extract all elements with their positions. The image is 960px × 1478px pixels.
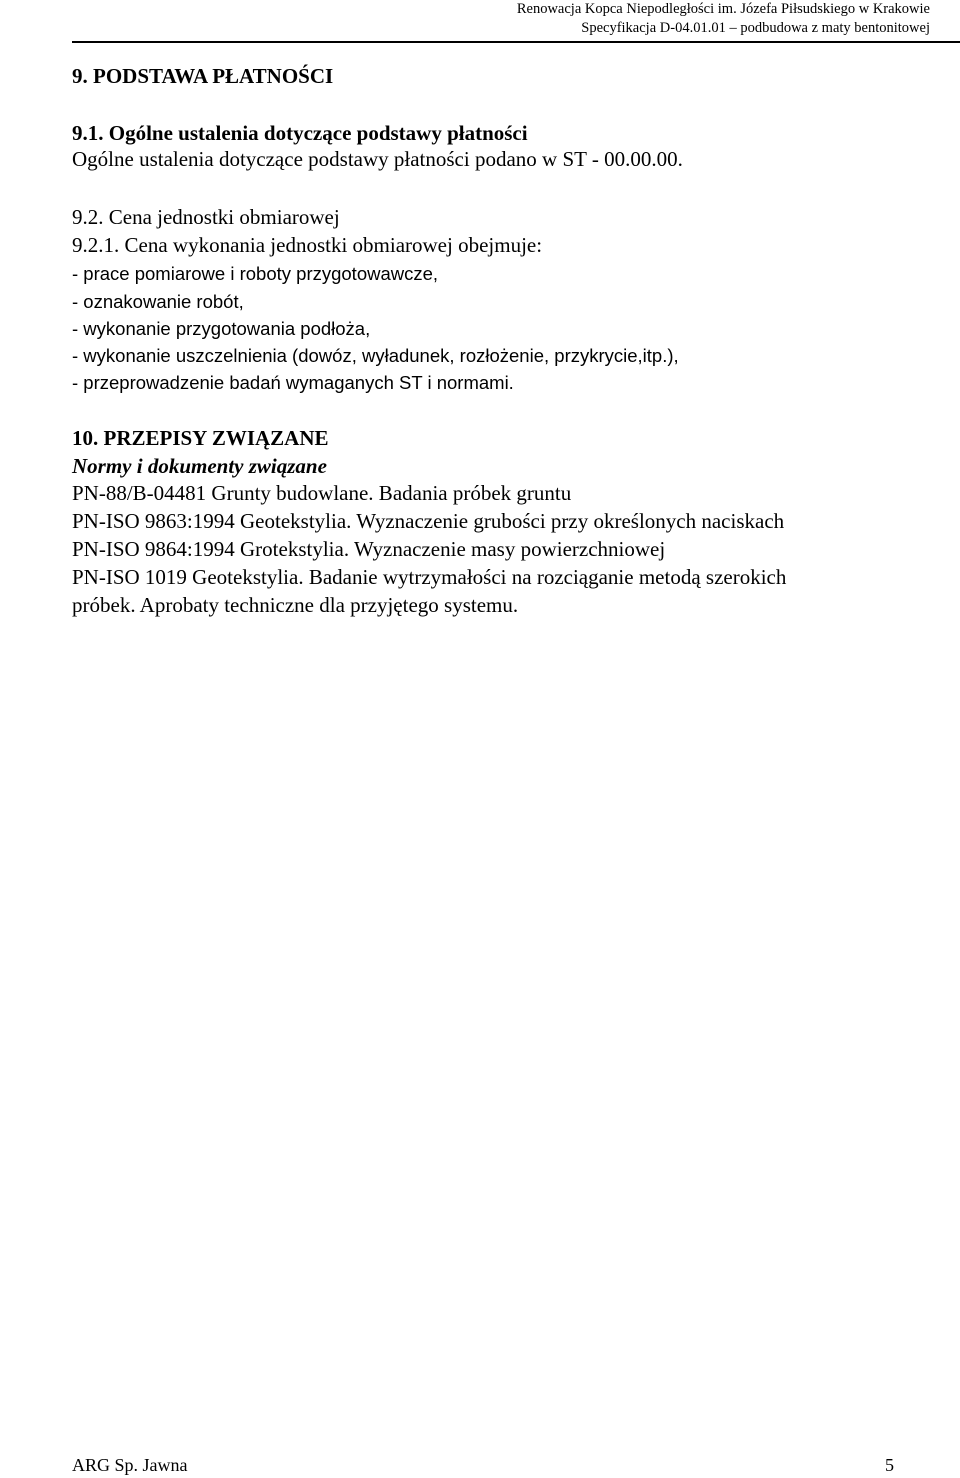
list-item: - prace pomiarowe i roboty przygotowawcze, (72, 263, 439, 284)
section-9-1-title: 9.1. Ogólne ustalenia dotyczące podstawy płatności (72, 121, 528, 145)
page-number: 5 (885, 1455, 894, 1475)
norm-line: PN-ISO 9864:1994 Grotekstylia. Wyznaczenie masy powierzchniowej (72, 537, 666, 561)
header-divider (72, 41, 960, 43)
list-item: - wykonanie przygotowania podłoża, (72, 318, 371, 339)
header-line-2: Specyfikacja D-04.01.01 – podbudowa z maty bentonitowej (581, 20, 930, 36)
norm-line: próbek. Aprobaty techniczne dla przyjętego systemu. (72, 593, 519, 617)
norm-line: PN-88/B-04481 Grunty budowlane. Badania próbek gruntu (72, 481, 572, 505)
header-line-1: Renowacja Kopca Niepodległości im. Józefa Piłsudskiego w Krakowie (516, 1, 930, 17)
section-9-2-1-intro: 9.2.1. Cena wykonania jednostki obmiarowej obejmuje: (72, 233, 543, 257)
section-9-title: 9. PODSTAWA PŁATNOŚCI (72, 64, 334, 88)
norm-line: PN-ISO 9863:1994 Geotekstylia. Wyznaczenie grubości przy określonych naciskach (72, 509, 785, 533)
footer-company: ARG Sp. Jawna (72, 1455, 188, 1475)
section-10-subtitle: Normy i dokumenty związane (72, 454, 327, 478)
list-item: - oznakowanie robót, (72, 291, 244, 312)
list-item: - wykonanie uszczelnienia (dowóz, wyładunek, rozłożenie, przykrycie,itp.), (72, 345, 679, 366)
section-9-1-text: Ogólne ustalenia dotyczące podstawy płatności podano w ST - 00.00.00. (72, 147, 683, 171)
list-item: - przeprowadzenie badań wymaganych ST i normami. (72, 372, 514, 393)
page-header (320, 0, 960, 38)
norm-line: PN-ISO 1019 Geotekstylia. Badanie wytrzymałości na rozciąganie metodą szerokich (72, 565, 787, 589)
section-9-2-title: 9.2. Cena jednostki obmiarowej (72, 205, 340, 229)
section-10-title: 10. PRZEPISY ZWIĄZANE (72, 426, 329, 450)
page-footer (72, 1454, 894, 1476)
